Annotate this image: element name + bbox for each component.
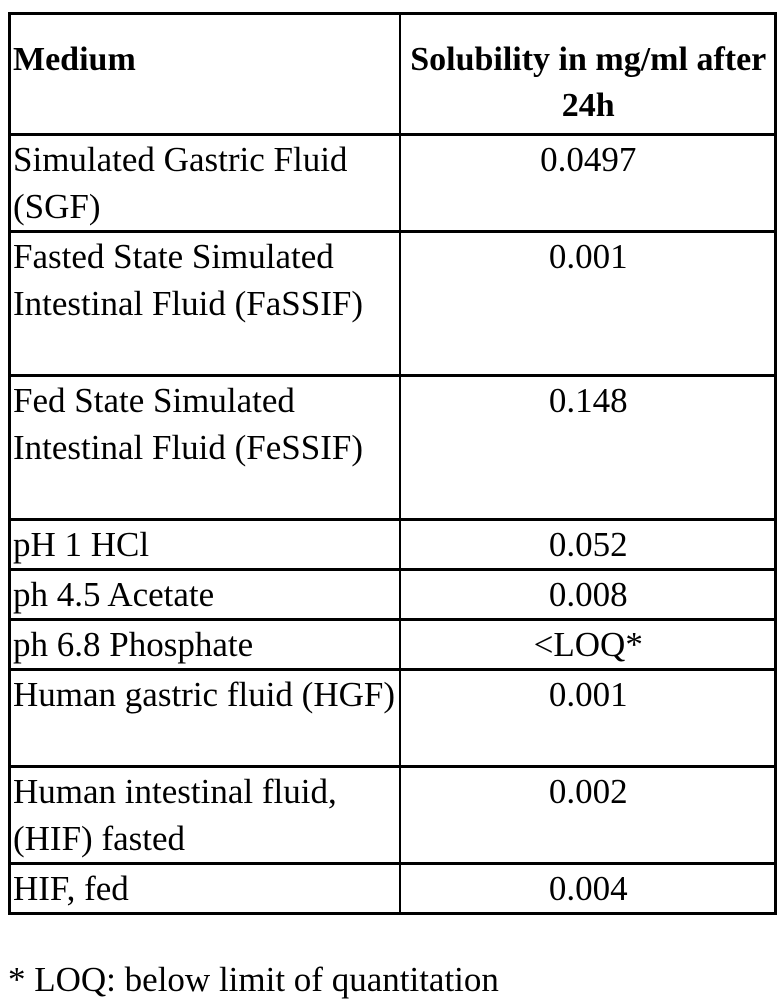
solubility-cell: 0.148 [400,376,776,520]
table-row [10,767,776,864]
medium-cell: Simulated Gastric Fluid (SGF) [10,135,400,232]
solubility-cell: 0.004 [400,864,776,914]
solubility-table [8,12,777,915]
solubility-cell: 0.001 [400,670,776,767]
medium-cell: ph 6.8 Phosphate [10,620,400,670]
solubility-cell: 0.0497 [400,135,776,232]
medium-cell: Human gastric fluid (HGF) [10,670,400,767]
table-row [10,570,776,620]
table-row [10,135,776,232]
table-row [10,520,776,570]
medium-cell: Fasted State Simulated Intestinal Fluid (FaSSIF) [10,232,400,376]
table-row [10,864,776,914]
solubility-cell: 0.008 [400,570,776,620]
solubility-cell: <LOQ* [400,620,776,670]
footnote: * LOQ: below limit of quantitation [8,960,499,999]
table-row [10,376,776,520]
solubility-cell: 0.002 [400,767,776,864]
table-row [10,670,776,767]
medium-cell: Human intestinal fluid, (HIF) fasted [10,767,400,864]
medium-cell: pH 1 HCl [10,520,400,570]
table-row [10,620,776,670]
medium-cell: Fed State Simulated Intestinal Fluid (FeSSIF) [10,376,400,520]
header-solubility: Solubility in mg/ml after 24h [400,14,776,135]
medium-cell: ph 4.5 Acetate [10,570,400,620]
header-row [10,14,776,135]
solubility-cell: 0.001 [400,232,776,376]
solubility-table-container [8,12,774,915]
medium-cell: HIF, fed [10,864,400,914]
solubility-cell: 0.052 [400,520,776,570]
table-row [10,232,776,376]
header-medium: Medium [10,14,400,135]
